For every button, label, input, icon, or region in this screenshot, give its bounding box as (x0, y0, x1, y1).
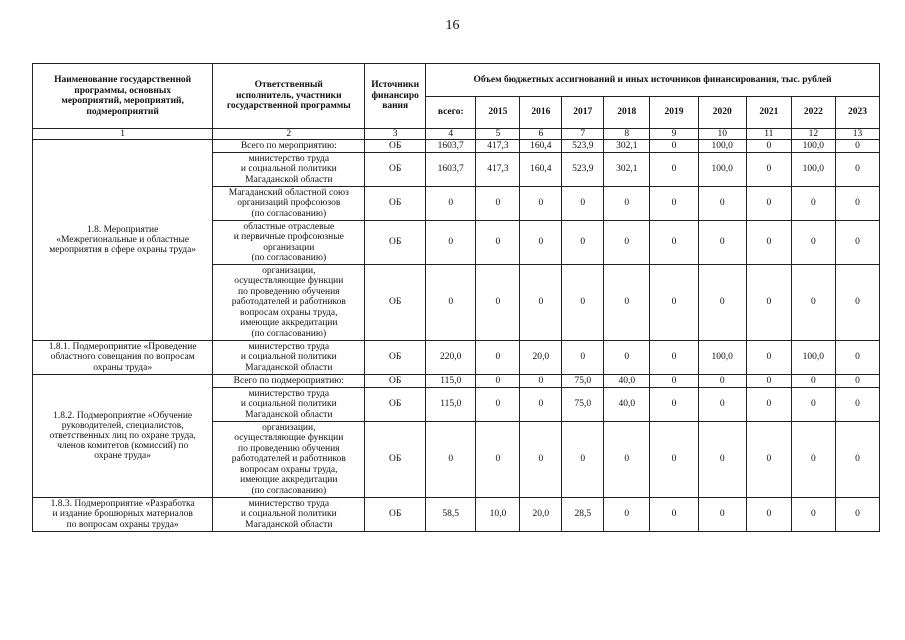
value-cell: 0 (476, 375, 520, 388)
source-cell: ОБ (365, 341, 426, 375)
column-number: 8 (604, 129, 650, 140)
value-cell: 0 (604, 498, 650, 532)
header-year: 2022 (791, 97, 835, 129)
header-year: 2015 (476, 97, 520, 129)
value-cell: 160,4 (520, 153, 562, 187)
value-cell: 0 (520, 187, 562, 221)
column-number: 2 (213, 129, 365, 140)
value-cell: 302,1 (604, 140, 650, 153)
value-cell: 0 (746, 375, 791, 388)
value-cell: 0 (835, 265, 879, 341)
value-cell: 0 (520, 422, 562, 498)
header-program: Наименование государственной программы, основных мероприятий, мероприятий, подмероприятий (33, 64, 213, 129)
value-cell: 100,0 (698, 153, 746, 187)
value-cell: 100,0 (698, 140, 746, 153)
value-cell: 0 (562, 265, 604, 341)
value-cell: 0 (698, 422, 746, 498)
program-name: 1.8. Мероприятие «Межрегиональные и областные мероприятия в сфере охраны труда» (33, 140, 213, 341)
value-cell: 0 (835, 375, 879, 388)
value-cell: 0 (562, 341, 604, 375)
value-cell: 0 (746, 265, 791, 341)
value-cell: 0 (650, 341, 698, 375)
executor-cell: министерство труда и социальной политики Магаданской области (213, 388, 365, 422)
value-cell: 115,0 (426, 375, 476, 388)
value-cell: 0 (698, 375, 746, 388)
value-cell: 160,4 (520, 140, 562, 153)
value-cell: 0 (476, 388, 520, 422)
value-cell: 75,0 (562, 388, 604, 422)
executor-cell: областные отраслевые и первичные профсоюзные организации (по согласованию) (213, 221, 365, 265)
header-year: 2018 (604, 97, 650, 129)
executor-cell: организации, осуществляющие функции по проведению обучения работодателей и работников вопросам охраны труда, имеющие аккредитации (по согласованию) (213, 422, 365, 498)
value-cell: 0 (698, 388, 746, 422)
source-cell: ОБ (365, 140, 426, 153)
value-cell: 0 (520, 221, 562, 265)
value-cell: 0 (791, 265, 835, 341)
value-cell: 0 (791, 375, 835, 388)
value-cell: 0 (835, 187, 879, 221)
source-cell: ОБ (365, 265, 426, 341)
executor-cell: Всего по подмероприятию: (213, 375, 365, 388)
value-cell: 0 (835, 388, 879, 422)
value-cell: 100,0 (791, 341, 835, 375)
executor-cell: министерство труда и социальной политики Магаданской области (213, 341, 365, 375)
value-cell: 0 (562, 221, 604, 265)
value-cell: 58,5 (426, 498, 476, 532)
program-name: 1.8.3. Подмероприятие «Разработка и издание брошюрных материалов по вопросам охраны труда» (33, 498, 213, 532)
program-name: 1.8.2. Подмероприятие «Обучение руководителей, специалистов, ответственных лиц по охране труда, членов комитетов (комиссий) по охране труда» (33, 375, 213, 498)
value-cell: 0 (476, 221, 520, 265)
value-cell: 40,0 (604, 375, 650, 388)
value-cell: 0 (650, 153, 698, 187)
page-number: 16 (445, 18, 460, 33)
value-cell: 0 (426, 187, 476, 221)
program-name: 1.8.1. Подмероприятие «Проведение областного совещания по вопросам охраны труда» (33, 341, 213, 375)
value-cell: 0 (426, 221, 476, 265)
value-cell: 0 (520, 265, 562, 341)
value-cell: 0 (476, 422, 520, 498)
column-number: 11 (746, 129, 791, 140)
value-cell: 0 (562, 187, 604, 221)
value-cell: 40,0 (604, 388, 650, 422)
value-cell: 0 (746, 388, 791, 422)
value-cell: 10,0 (476, 498, 520, 532)
header-year: 2016 (520, 97, 562, 129)
value-cell: 0 (650, 221, 698, 265)
value-cell: 0 (746, 498, 791, 532)
header-year: 2017 (562, 97, 604, 129)
value-cell: 1603,7 (426, 153, 476, 187)
executor-cell: министерство труда и социальной политики Магаданской области (213, 153, 365, 187)
value-cell: 0 (746, 140, 791, 153)
column-number: 4 (426, 129, 476, 140)
value-cell: 0 (476, 187, 520, 221)
value-cell: 0 (650, 265, 698, 341)
header-year: 2020 (698, 97, 746, 129)
value-cell: 0 (476, 265, 520, 341)
executor-cell: министерство труда и социальной политики Магаданской области (213, 498, 365, 532)
table-row (33, 375, 880, 388)
value-cell: 0 (698, 187, 746, 221)
value-cell: 0 (791, 498, 835, 532)
value-cell: 0 (426, 265, 476, 341)
value-cell: 0 (746, 341, 791, 375)
value-cell: 0 (791, 221, 835, 265)
value-cell: 0 (791, 388, 835, 422)
value-cell: 0 (650, 422, 698, 498)
value-cell: 0 (426, 422, 476, 498)
value-cell: 302,1 (604, 153, 650, 187)
value-cell: 0 (698, 265, 746, 341)
source-cell: ОБ (365, 187, 426, 221)
value-cell: 417,3 (476, 140, 520, 153)
value-cell: 220,0 (426, 341, 476, 375)
value-cell: 20,0 (520, 341, 562, 375)
value-cell: 0 (698, 498, 746, 532)
value-cell: 0 (835, 221, 879, 265)
header-year: 2019 (650, 97, 698, 129)
value-cell: 0 (476, 341, 520, 375)
header-year: 2023 (835, 97, 879, 129)
value-cell: 0 (835, 422, 879, 498)
value-cell: 0 (746, 187, 791, 221)
column-number: 1 (33, 129, 213, 140)
value-cell: 0 (520, 388, 562, 422)
value-cell: 0 (746, 422, 791, 498)
value-cell: 1603,7 (426, 140, 476, 153)
value-cell: 100,0 (791, 153, 835, 187)
header-year: 2021 (746, 97, 791, 129)
value-cell: 0 (835, 341, 879, 375)
column-number: 5 (476, 129, 520, 140)
column-number: 7 (562, 129, 604, 140)
value-cell: 417,3 (476, 153, 520, 187)
source-cell: ОБ (365, 153, 426, 187)
executor-cell: организации, осуществляющие функции по проведению обучения работодателей и работников вопросам охраны труда, имеющие аккредитации (по согласованию) (213, 265, 365, 341)
value-cell: 0 (604, 221, 650, 265)
source-cell: ОБ (365, 375, 426, 388)
value-cell: 20,0 (520, 498, 562, 532)
source-cell: ОБ (365, 422, 426, 498)
value-cell: 0 (835, 140, 879, 153)
value-cell: 75,0 (562, 375, 604, 388)
table-row (33, 341, 880, 375)
value-cell: 0 (604, 187, 650, 221)
value-cell: 0 (650, 187, 698, 221)
column-number: 12 (791, 129, 835, 140)
value-cell: 0 (835, 498, 879, 532)
value-cell: 523,9 (562, 153, 604, 187)
value-cell: 0 (562, 422, 604, 498)
value-cell: 0 (835, 153, 879, 187)
value-cell: 0 (604, 422, 650, 498)
header-executor: Ответственный исполнитель, участники государственной программы (213, 64, 365, 129)
header-source: Источники финансиро вания (365, 64, 426, 129)
value-cell: 28,5 (562, 498, 604, 532)
value-cell: 100,0 (791, 140, 835, 153)
source-cell: ОБ (365, 498, 426, 532)
value-cell: 0 (746, 153, 791, 187)
value-cell: 0 (650, 375, 698, 388)
value-cell: 100,0 (698, 341, 746, 375)
value-cell: 0 (698, 221, 746, 265)
value-cell: 0 (604, 265, 650, 341)
column-number: 3 (365, 129, 426, 140)
budget-table (32, 63, 880, 532)
value-cell: 115,0 (426, 388, 476, 422)
value-cell: 0 (520, 375, 562, 388)
value-cell: 0 (791, 422, 835, 498)
column-number: 10 (698, 129, 746, 140)
header-budget: Объем бюджетных ассигнований и иных источников финансирования, тыс. рублей (426, 64, 880, 97)
column-number: 13 (835, 129, 879, 140)
value-cell: 0 (650, 140, 698, 153)
column-number: 6 (520, 129, 562, 140)
value-cell: 0 (650, 388, 698, 422)
value-cell: 523,9 (562, 140, 604, 153)
table-row (33, 140, 880, 153)
value-cell: 0 (746, 221, 791, 265)
table-row (33, 498, 880, 532)
value-cell: 0 (791, 187, 835, 221)
executor-cell: Всего по мероприятию: (213, 140, 365, 153)
executor-cell: Магаданский областной союз организаций профсоюзов (по согласованию) (213, 187, 365, 221)
header-year: всего: (426, 97, 476, 129)
source-cell: ОБ (365, 388, 426, 422)
value-cell: 0 (650, 498, 698, 532)
column-number: 9 (650, 129, 698, 140)
source-cell: ОБ (365, 221, 426, 265)
value-cell: 0 (604, 341, 650, 375)
